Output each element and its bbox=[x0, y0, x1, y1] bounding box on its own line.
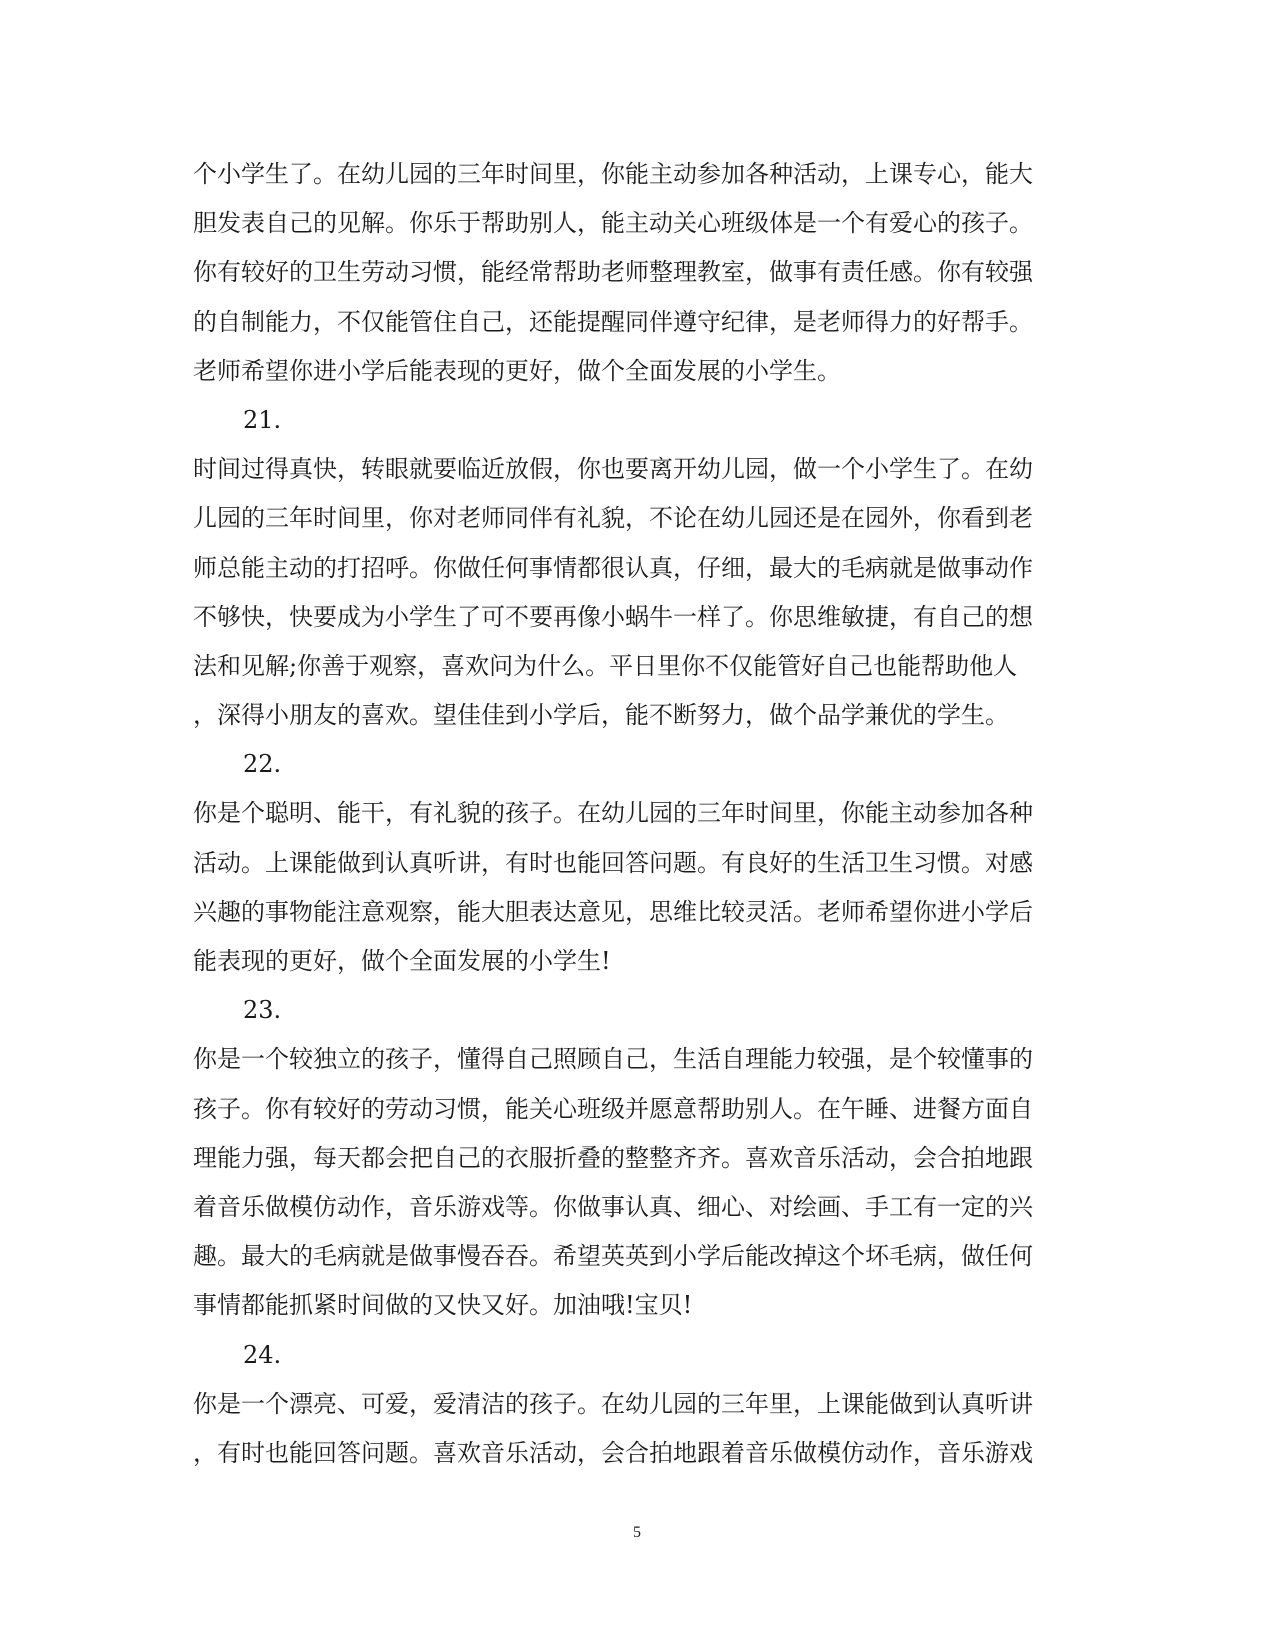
text-line: 法和见解;你善于观察，喜欢问为什么。平日里你不仅能管好自己也能帮助他人 bbox=[193, 651, 1018, 680]
body-text bbox=[193, 150, 1073, 1478]
text-line: 儿园的三年时间里，你对老师同伴有礼貌，不论在幼儿园还是在园外，你看到老 bbox=[193, 504, 1033, 533]
text-line: 能表现的更好，做个全面发展的小学生! bbox=[193, 947, 611, 975]
text-line: 你有较好的卫生劳动习惯，能经常帮助老师整理教室，做事有责任感。你有较强 bbox=[193, 258, 1033, 287]
text-line: 你是一个较独立的孩子，懂得自己照顾自己，生活自理能力较强，是个较懂事的 bbox=[193, 1045, 1033, 1074]
page-number: 5 bbox=[633, 1524, 641, 1541]
text-line: 时间过得真快，转眼就要临近放假，你也要离开幼儿园，做一个小学生了。在幼 bbox=[193, 455, 1033, 484]
text-line: 活动。上课能做到认真听讲，有时也能回答问题。有良好的生活卫生习惯。对感 bbox=[193, 848, 1033, 877]
text-line: 孩子。你有较好的劳动习惯，能关心班级并愿意帮助别人。在午睡、进餐方面自 bbox=[193, 1094, 1033, 1123]
item-number: 22. bbox=[243, 750, 282, 779]
text-line: 兴趣的事物能注意观察，能大胆表达意见，思维比较灵活。老师希望你进小学后 bbox=[193, 897, 1033, 926]
text-line: ，有时也能回答问题。喜欢音乐活动，会合拍地跟着音乐做模仿动作，音乐游戏 bbox=[193, 1438, 1033, 1467]
text-line: 胆发表自己的见解。你乐于帮助别人，能主动关心班级体是一个有爱心的孩子。 bbox=[193, 209, 1033, 238]
text-line: 你是个聪明、能干，有礼貌的孩子。在幼儿园的三年时间里，你能主动参加各种 bbox=[193, 799, 1033, 828]
text-line: 事情都能抓紧时间做的又快又好。加油哦!宝贝! bbox=[193, 1291, 693, 1320]
text-line: 你是一个漂亮、可爱，爱清洁的孩子。在幼儿园的三年里，上课能做到认真听讲 bbox=[193, 1389, 1033, 1418]
item-number: 23. bbox=[243, 996, 282, 1025]
text-line: 不够快，快要成为小学生了可不要再像小蜗牛一样了。你思维敏捷，有自己的想 bbox=[193, 602, 1033, 631]
text-line: 着音乐做模仿动作，音乐游戏等。你做事认真、细心、对绘画、手工有一定的兴 bbox=[193, 1192, 1033, 1221]
item-number: 24. bbox=[243, 1340, 282, 1369]
text-line: ，深得小朋友的喜欢。望佳佳到小学后，能不断努力，做个品学兼优的学生。 bbox=[193, 701, 1009, 730]
text-line: 老师希望你进小学后能表现的更好，做个全面发展的小学生。 bbox=[193, 356, 841, 385]
text-line: 的自制能力，不仅能管住自己，还能提醒同伴遵守纪律，是老师得力的好帮手。 bbox=[193, 307, 1033, 336]
text-line: 趣。最大的毛病就是做事慢吞吞。希望英英到小学后能改掉这个坏毛病，做任何 bbox=[193, 1242, 1033, 1271]
text-line: 个小学生了。在幼儿园的三年时间里，你能主动参加各种活动，上课专心，能大 bbox=[193, 160, 1033, 188]
text-line: 师总能主动的打招呼。你做任何事情都很认真，仔细，最大的毛病就是做事动作 bbox=[193, 553, 1033, 582]
item-number: 21. bbox=[243, 405, 282, 434]
text-line: 理能力强，每天都会把自己的衣服折叠的整整齐齐。喜欢音乐活动，会合拍地跟 bbox=[193, 1143, 1033, 1172]
